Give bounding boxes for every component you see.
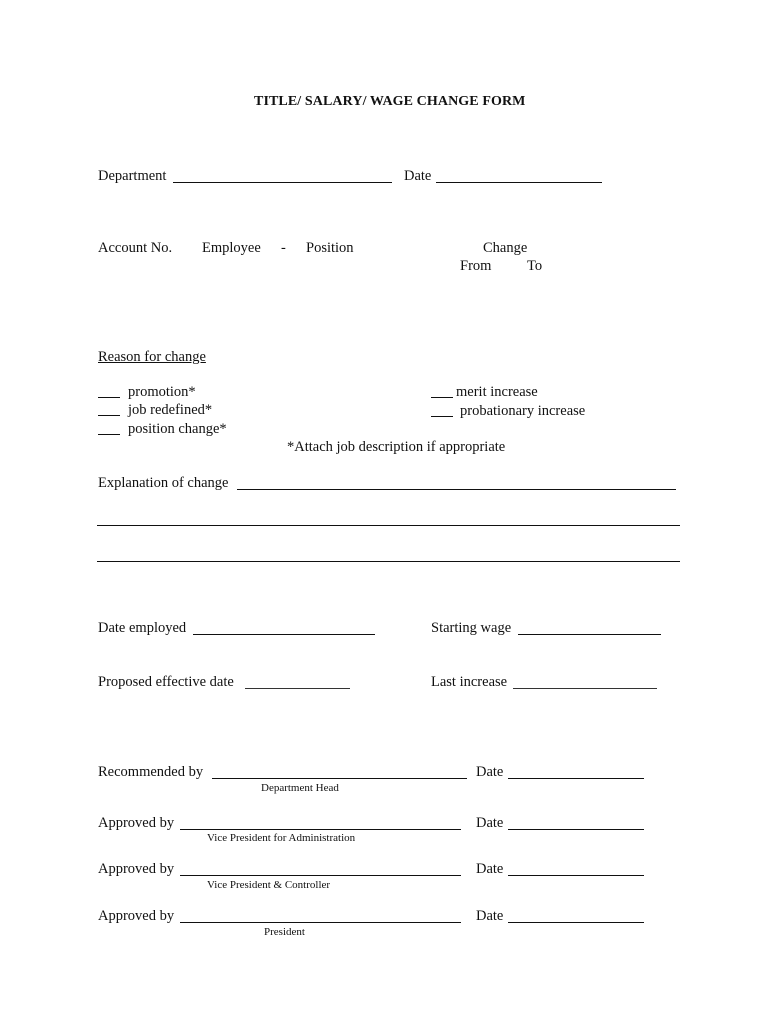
department-field[interactable] <box>173 182 392 183</box>
change-label: Change <box>483 240 528 256</box>
signature-date-field[interactable] <box>508 875 644 876</box>
explanation-label: Explanation of change <box>98 475 229 491</box>
reason-promotion: promotion* <box>128 384 196 400</box>
signature-date-label: Date <box>476 861 504 877</box>
form-title: TITLE/ SALARY/ WAGE CHANGE FORM <box>254 94 526 109</box>
signature-date-field[interactable] <box>508 922 644 923</box>
employee-label: Employee <box>202 240 261 256</box>
date-employed-field[interactable] <box>193 634 375 635</box>
starting-wage-field[interactable] <box>518 634 661 635</box>
last-increase-label: Last increase <box>431 674 508 690</box>
department-head-caption: Department Head <box>261 782 339 794</box>
proposed-effective-date-field[interactable] <box>245 688 350 689</box>
date-employed-label: Date employed <box>98 620 187 636</box>
to-label: To <box>527 258 543 274</box>
signature-date-label: Date <box>476 908 504 924</box>
vp-controller-caption: Vice President & Controller <box>207 879 331 891</box>
reason-checkbox-line[interactable] <box>98 397 120 398</box>
recommended-by-label: Recommended by <box>98 764 204 780</box>
proposed-effective-date-label: Proposed effective date <box>98 674 234 690</box>
starting-wage-label: Starting wage <box>431 620 512 636</box>
vp-administration-caption: Vice President for Administration <box>207 832 356 844</box>
president-caption: President <box>264 926 305 938</box>
department-label: Department <box>98 168 167 184</box>
reason-checkbox-line[interactable] <box>431 397 453 398</box>
signature-date-label: Date <box>476 815 504 831</box>
approved-by-label: Approved by <box>98 815 175 831</box>
from-label: From <box>460 258 492 274</box>
reason-merit-increase: merit increase <box>456 384 538 400</box>
reason-probationary-increase: probationary increase <box>460 403 586 419</box>
approved-by-field[interactable] <box>180 829 461 830</box>
attach-note: *Attach job description if appropriate <box>287 439 506 455</box>
reason-checkbox-line[interactable] <box>431 416 453 417</box>
approved-by-field[interactable] <box>180 922 461 923</box>
reason-checkbox-line[interactable] <box>98 434 120 435</box>
signature-date-label: Date <box>476 764 504 780</box>
approved-by-label: Approved by <box>98 908 175 924</box>
account-no-label: Account No. <box>98 240 173 256</box>
reason-checkbox-line[interactable] <box>98 415 120 416</box>
explanation-field[interactable] <box>237 489 676 490</box>
date-label: Date <box>404 168 432 184</box>
reason-heading: Reason for change <box>98 349 206 365</box>
explanation-line[interactable] <box>97 525 680 526</box>
reason-position-change: position change* <box>128 421 227 437</box>
recommended-by-field[interactable] <box>212 778 467 779</box>
signature-date-field[interactable] <box>508 829 644 830</box>
dash-separator: - <box>281 240 286 256</box>
position-label: Position <box>306 240 354 256</box>
approved-by-label: Approved by <box>98 861 175 877</box>
signature-date-field[interactable] <box>508 778 644 779</box>
last-increase-field[interactable] <box>513 688 657 689</box>
reason-job-redefined: job redefined* <box>128 402 213 418</box>
approved-by-field[interactable] <box>180 875 461 876</box>
date-field[interactable] <box>436 182 602 183</box>
explanation-line[interactable] <box>97 561 680 562</box>
